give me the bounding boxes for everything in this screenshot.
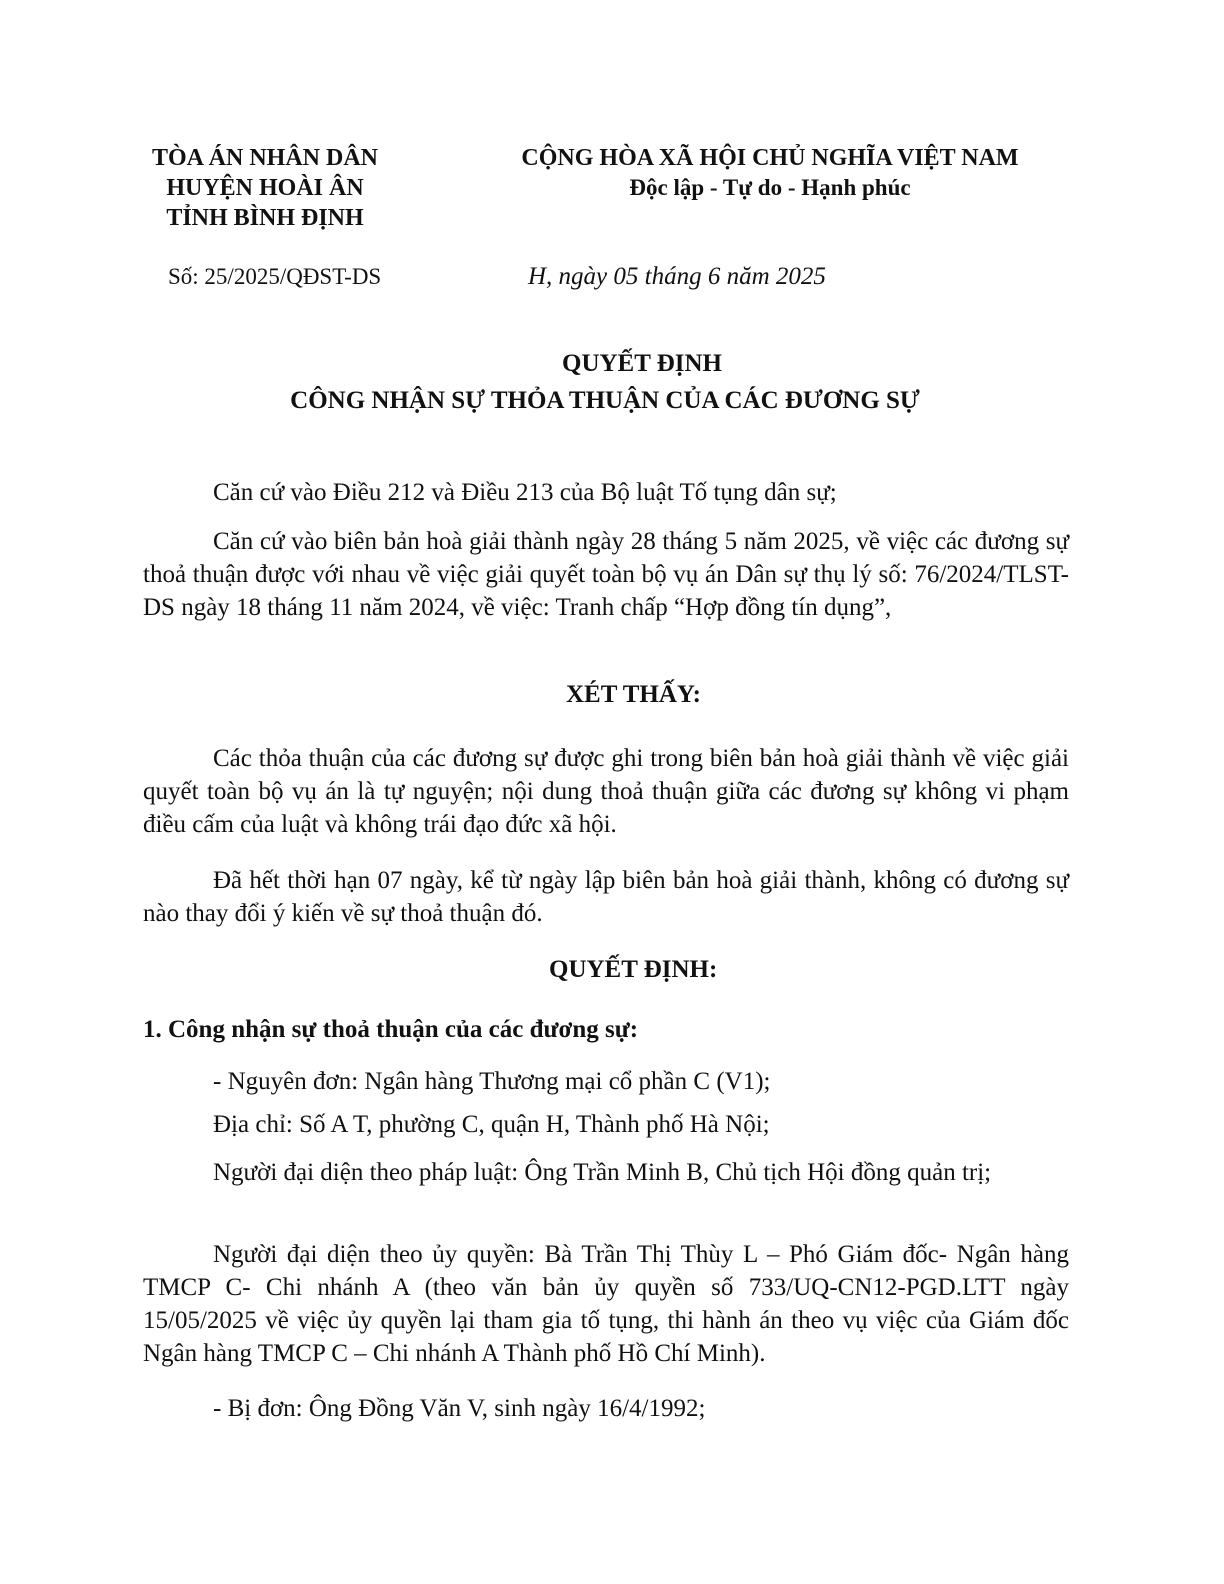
document-date: H, ngày 05 tháng 6 năm 2025	[528, 263, 826, 290]
court-name-line1: TÒA ÁN NHÂN DÂN	[151, 145, 378, 171]
findings-paragraph-2: Đã hết thời hạn 07 ngày, kể từ ngày lập biên bản hoà giải thành, không có đương sự nào thay đổi ý kiến về sự thoả thuận đó.	[143, 867, 1069, 927]
authorized-representative: Người đại diện theo ủy quyền: Bà Trần Thị Thùy L – Phó Giám đốc- Ngân hàng TMCP C- Chi nhánh A (theo văn bản ủy quyền số 733/UQ-CN12-PGD.LTT ngày 15/05/2025 về việc ủy quyền lại tham gia tố tụng, thi hành án theo vụ việc của Giám đốc Ngân hàng TMCP C – Chi nhánh A Thành phố Hồ Chí Minh).	[143, 1241, 1069, 1367]
plaintiff-address: Địa chỉ: Số A T, phường C, quận H, Thành phố Hà Nội;	[213, 1111, 770, 1138]
document-subtitle: CÔNG NHẬN SỰ THỎA THUẬN CỦA CÁC ĐƯƠNG SỰ	[290, 387, 920, 414]
defendant-line: - Bị đơn: Ông Đồng Văn V, sinh ngày 16/4/1992;	[213, 1395, 706, 1422]
national-motto: Độc lập - Tự do - Hạnh phúc	[629, 175, 911, 200]
document-title: QUYẾT ĐỊNH	[562, 350, 722, 377]
legal-representative: Người đại diện theo pháp luật: Ông Trần Minh B, Chủ tịch Hội đồng quản trị;	[213, 1159, 992, 1186]
national-header-block	[480, 143, 1060, 203]
legal-basis-paragraph-1: Căn cứ vào Điều 212 và Điều 213 của Bộ luật Tố tụng dân sự;	[213, 479, 837, 506]
court-name-line2: HUYỆN HOÀI ÂN	[166, 175, 364, 201]
findings-paragraph-1: Các thỏa thuận của các đương sự được ghi trong biên bản hoà giải thành về việc giải quyết toàn bộ vụ án là tự nguyện; nội dung thoả thuận giữa các đương sự không vi phạm điều cấm của luật và không trái đạo đức xã hội.	[143, 745, 1069, 838]
section-1-heading: 1. Công nhận sự thoả thuận của các đương sự:	[143, 1016, 639, 1043]
national-title: CỘNG HÒA XÃ HỘI CHỦ NGHĨA VIỆT NAM	[521, 145, 1019, 171]
document-number: Số: 25/2025/QĐST-DS	[168, 264, 382, 289]
decision-heading: QUYẾT ĐỊNH:	[549, 956, 718, 983]
findings-heading: XÉT THẤY:	[566, 681, 702, 708]
legal-basis-paragraph-2: Căn cứ vào biên bản hoà giải thành ngày 28 tháng 5 năm 2025, về việc các đương sự thoả thuận được với nhau về việc giải quyết toàn bộ vụ án Dân sự thụ lý số: 76/2024/TLST-DS ngày 18 tháng 11 năm 2024, về việc: Tranh chấp “Hợp đồng tín dụng”,	[143, 528, 1069, 621]
plaintiff-line: - Nguyên đơn: Ngân hàng Thương mại cổ phần C (V1);	[213, 1068, 771, 1095]
court-name-line3: TỈNH BÌNH ĐỊNH	[166, 205, 364, 231]
court-name-block	[130, 143, 400, 233]
